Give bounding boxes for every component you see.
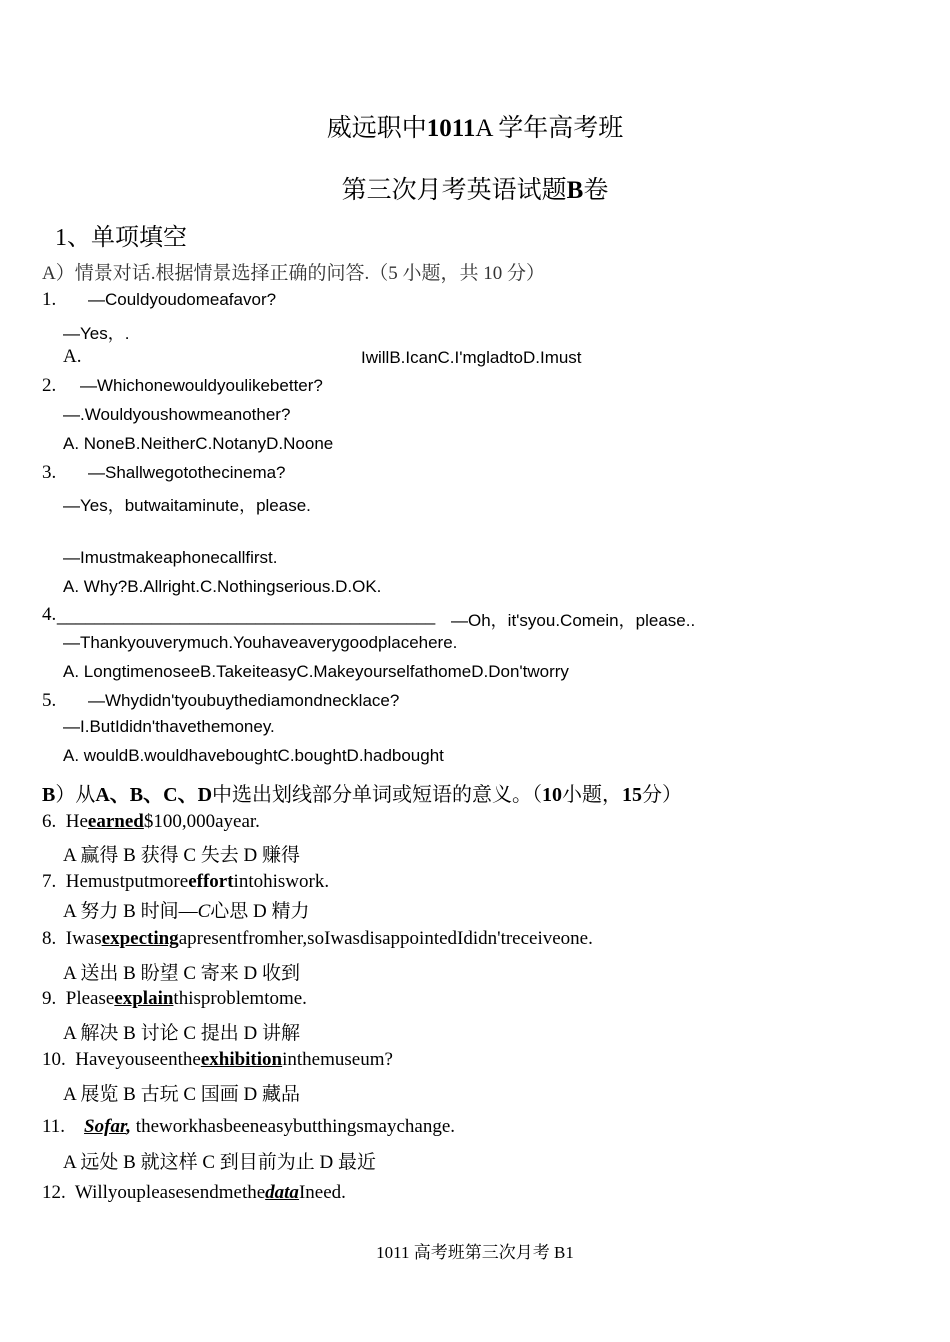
part-b-text-3: 小题， <box>562 784 623 806</box>
title-line-1 <box>0 108 950 144</box>
part-b-text-4: 分） <box>642 784 683 806</box>
q12-pre: Willyoupleasesendmethe <box>74 1182 266 1203</box>
q7-pre: Hemustputmore <box>65 871 189 892</box>
title-class-number: 1011 <box>426 115 476 142</box>
q1-number: 1. <box>42 289 57 310</box>
q11-number: 11. <box>42 1116 66 1137</box>
title-school: 威远职中 <box>326 115 427 142</box>
title-exam: 第三次月考英语试题 <box>341 177 567 204</box>
part-b-points: 15 <box>622 784 643 806</box>
q9-number: 9. <box>42 988 57 1009</box>
q3-line-3: —Imustmakeaphonecallfirst. <box>63 548 278 567</box>
q7-keyword: effort <box>188 871 234 892</box>
q7-sentence <box>42 871 329 893</box>
q12-sentence <box>42 1182 346 1204</box>
q8-pre: Iwas <box>65 928 102 949</box>
q1-line-1: —Couldyoudomeafavor? <box>88 290 277 309</box>
q8-post: apresentfromher,soIwasdisappointedIdidn'treceiveone. <box>178 928 593 949</box>
q5-line-1: —Whydidn'tyoubuythediamondnecklace? <box>88 691 400 710</box>
q7-options-a: A 努力 B 时间— <box>63 901 198 922</box>
q7-post: intohiswork. <box>233 871 330 892</box>
q3-line-2: —Yes，butwaitaminute，please. <box>63 496 311 515</box>
q4-blank: ________________________________________ <box>57 606 436 625</box>
q7-options <box>63 896 310 923</box>
part-b-letters: A、B、C、D <box>95 784 213 806</box>
q6-pre: He <box>65 811 88 832</box>
q7-number: 7. <box>42 871 57 892</box>
q6-options: A 赢得 B 获得 C 失去 D 赚得 <box>63 845 300 866</box>
q6-keyword: earned <box>87 811 144 832</box>
q9-options: A 解决 B 讨论 C 提出 D 讲解 <box>63 1023 300 1044</box>
q3-options: A. Why?B.Allright.C.Nothingserious.D.OK. <box>63 577 382 596</box>
title-paper-suffix: 卷 <box>583 177 609 204</box>
q5-line-2: —I.ButIdidn'thavethemoney. <box>63 717 275 736</box>
title-line-2 <box>0 170 950 206</box>
q11-keyword: Sofar <box>84 1116 127 1137</box>
q4-number: 4. <box>42 604 57 625</box>
q6-sentence <box>42 811 260 833</box>
q2-line-1: —Whichonewouldyoulikebetter? <box>80 376 323 395</box>
q1-line-2: —Yes，. <box>63 324 130 343</box>
q8-keyword: expecting <box>101 928 179 949</box>
q11-comma: , <box>126 1116 132 1137</box>
q4-options: A. LongtimenoseeB.TakeiteasyC.MakeyourselfathomeD.Don'tworry <box>63 662 569 681</box>
section-heading: 1、单项填空 <box>55 225 187 251</box>
q2-line-2: —.Wouldyoushowmeanother? <box>63 405 291 424</box>
q7-options-c: C <box>197 901 211 922</box>
q2-number: 2. <box>42 375 57 396</box>
q10-post: inthemuseum? <box>282 1049 393 1070</box>
q2-options: A. NoneB.NeitherC.NotanyD.Noone <box>63 434 334 453</box>
q11-options: A 远处 B 就这样 C 到目前为止 D 最近 <box>63 1152 376 1173</box>
q9-sentence <box>42 988 307 1010</box>
q6-number: 6. <box>42 811 57 832</box>
q3-line-1: —Shallwegotothecinema? <box>88 463 286 482</box>
q9-pre: Please <box>65 988 115 1009</box>
q9-post: thisproblemtome. <box>173 988 307 1009</box>
q4-line-1: —Oh，it'syou.Comein，please.. <box>451 611 696 630</box>
part-b-text-1: ）从 <box>55 784 96 806</box>
q3-number: 3. <box>42 462 57 483</box>
q11-post: theworkhasbeeneasybutthingsmaychange. <box>131 1116 456 1137</box>
q8-number: 8. <box>42 928 57 949</box>
q9-keyword: explain <box>114 988 174 1009</box>
q6-post: $100,000ayear. <box>143 811 260 832</box>
page-footer: 1011 高考班第三次月考 B1 <box>376 1243 574 1262</box>
q12-post: Ineed. <box>298 1182 346 1203</box>
q7-options-b: 心思 D 精力 <box>210 901 310 922</box>
q4-line-2: —Thankyouverymuch.Youhaveaverygoodplacehere. <box>63 633 458 652</box>
q8-options: A 送出 B 盼望 C 寄来 D 收到 <box>63 963 300 984</box>
title-paper-letter: B <box>566 177 584 204</box>
part-b-text-2: 中选出划线部分单词或短语的意义。（ <box>212 784 543 806</box>
q5-number: 5. <box>42 690 57 711</box>
q11-sentence <box>42 1116 455 1138</box>
q1-options: IwillB.IcanC.I'mgladtoD.Imust <box>361 348 582 367</box>
part-b-intro <box>42 778 682 807</box>
q10-keyword: exhibition <box>200 1049 283 1070</box>
title-year-class: A 学年高考班 <box>475 115 624 142</box>
part-b-count: 10 <box>542 784 563 806</box>
q10-sentence <box>42 1049 393 1071</box>
q12-number: 12. <box>42 1182 66 1203</box>
part-b-letter: B <box>42 784 56 806</box>
q10-pre: Haveyouseenthe <box>75 1049 201 1070</box>
part-a-intro: A）情景对话.根据情景选择正确的问答.（5 小题，共 10 分） <box>42 263 545 284</box>
q5-options: A. wouldB.wouldhaveboughtC.boughtD.hadbought <box>63 746 444 765</box>
q1-option-a-label: A. <box>63 346 82 367</box>
q8-sentence <box>42 928 593 950</box>
q10-number: 10. <box>42 1049 66 1070</box>
q10-options: A 展览 B 古玩 C 国画 D 藏品 <box>63 1084 300 1105</box>
q12-keyword: data <box>265 1182 299 1203</box>
